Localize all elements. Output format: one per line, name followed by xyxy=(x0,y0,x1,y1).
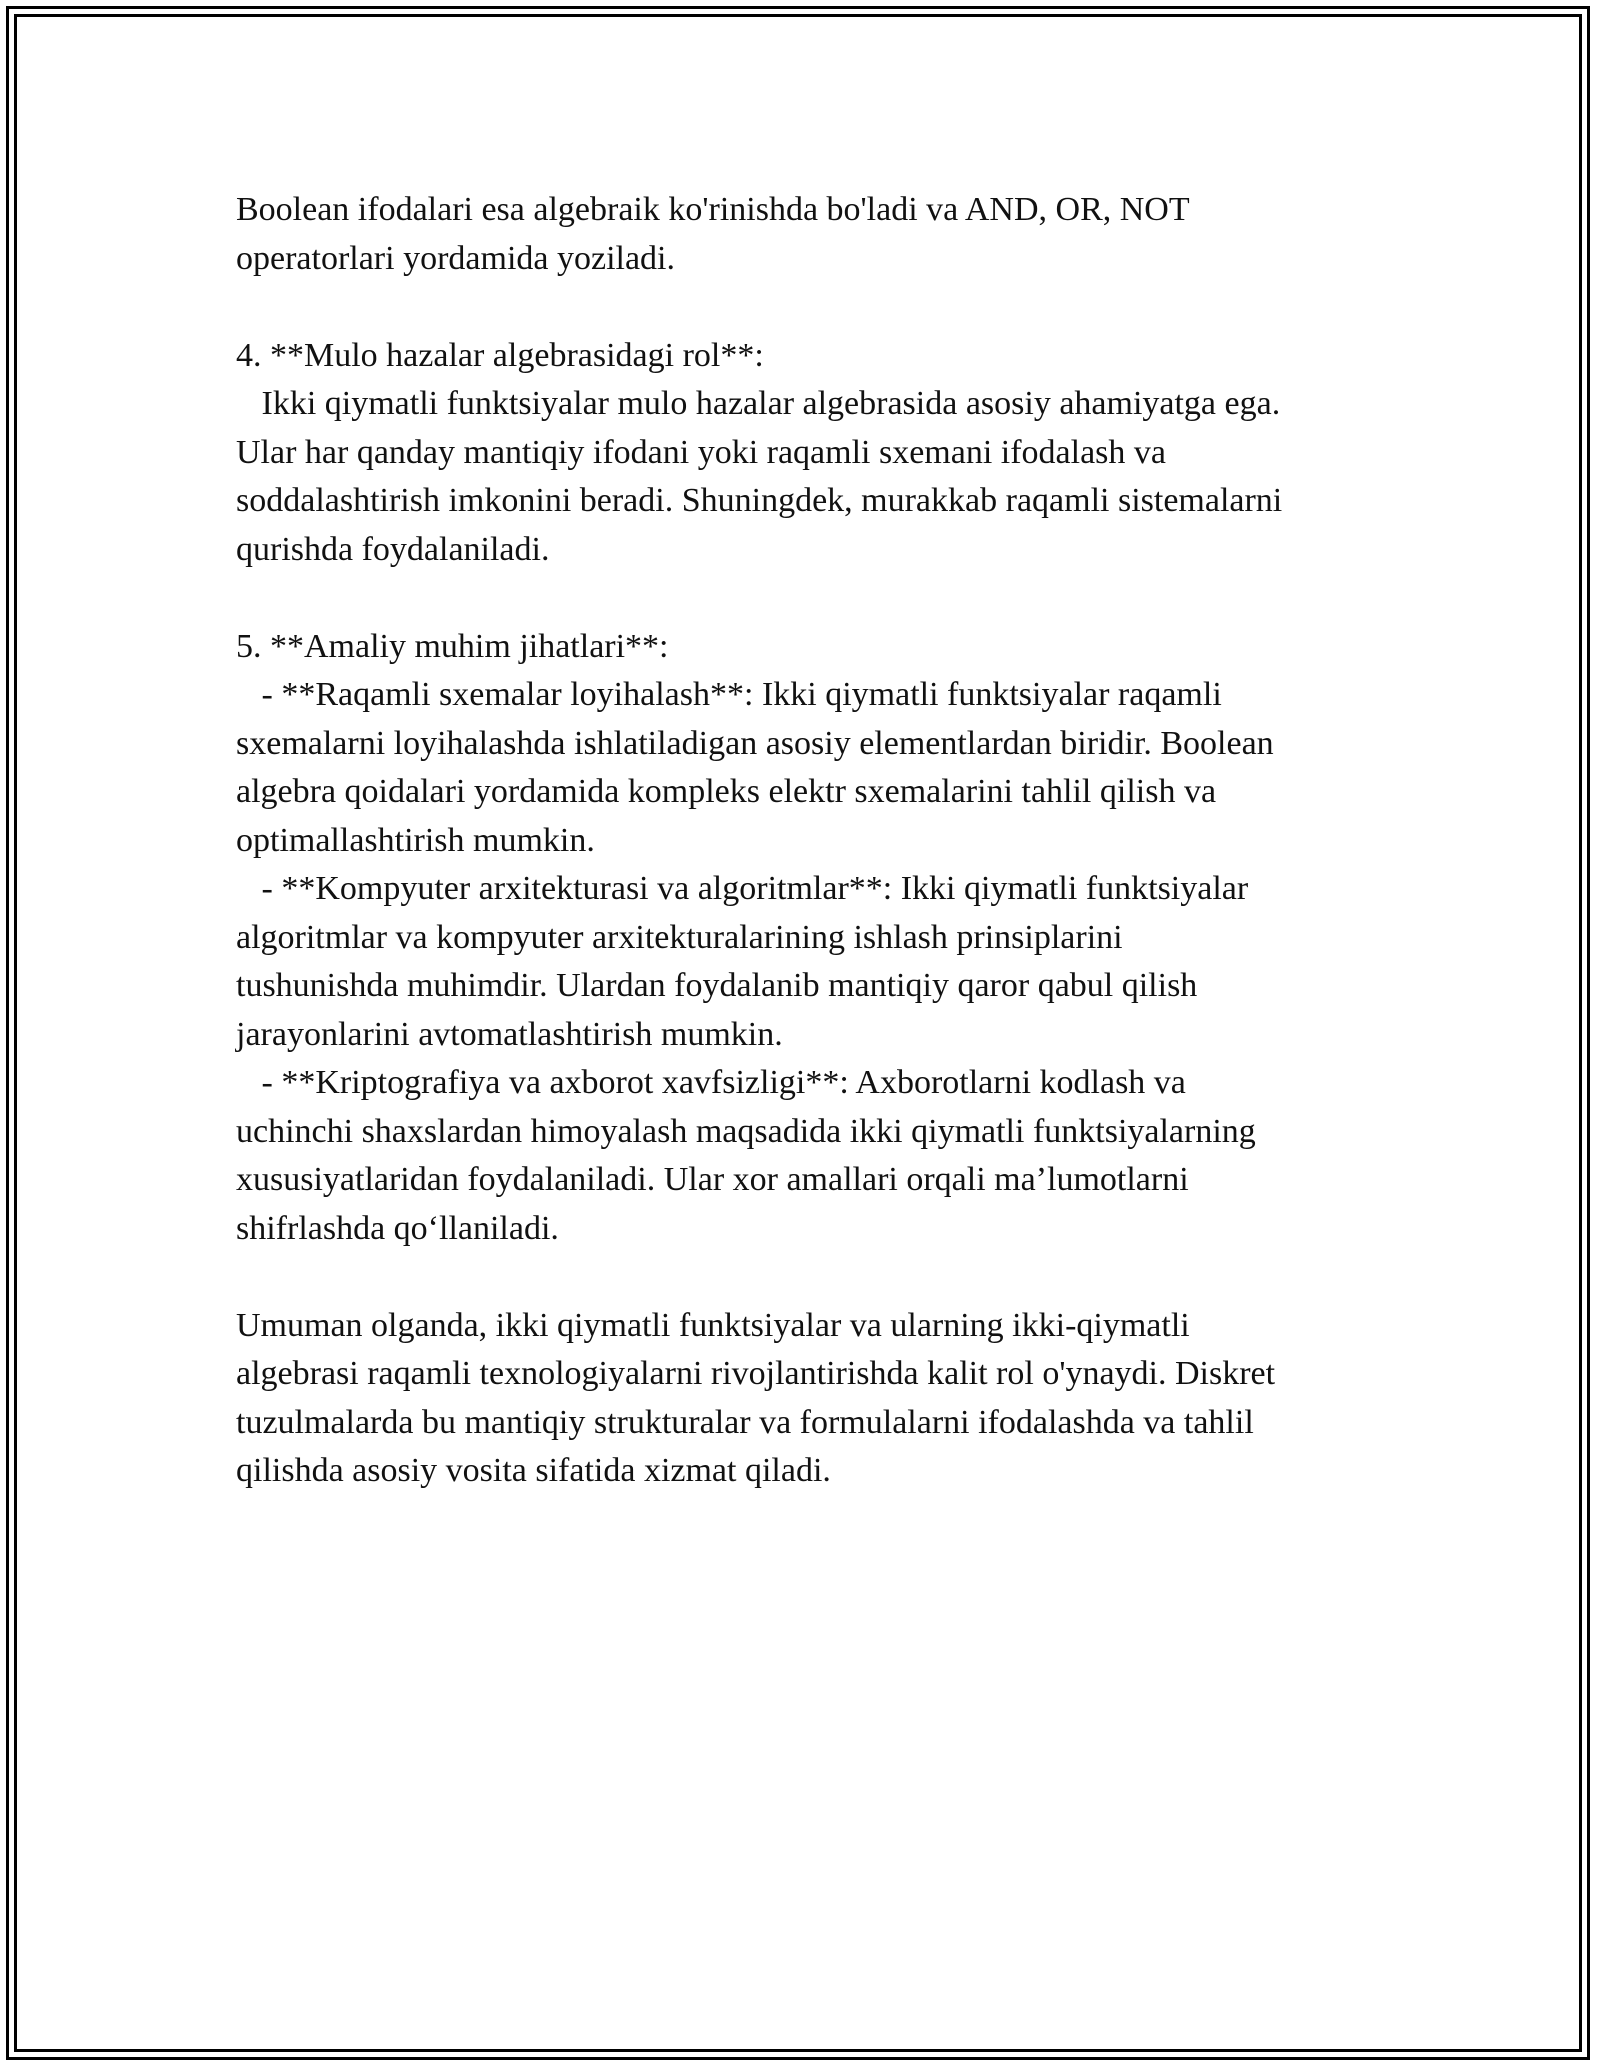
section-5 xyxy=(236,623,1396,1254)
text-line: algoritmlar va kompyuter arxitekturalarining ishlash prinsiplarini xyxy=(236,918,1123,956)
text-line: uchinchi shaxslardan himoyalash maqsadida ikki qiymatli funktsiyalarning xyxy=(236,1112,1256,1150)
text-line: soddalashtirish imkonini beradi. Shuningdek, murakkab raqamli sistemalarni xyxy=(236,482,1283,519)
text-line: qilishda asosiy vosita sifatida xizmat qiladi. xyxy=(236,1452,831,1489)
text-line: tuzulmalarda bu mantiqiy strukturalar va formulalarni ifodalashda va tahlil xyxy=(236,1403,1254,1441)
list-item-line: - **Kriptografiya va axborot xavfsizligi**: Axborotlarni kodlash va xyxy=(236,1064,1186,1101)
text-line: operatorlari yordamida yoziladi. xyxy=(236,239,675,277)
paragraph-gap xyxy=(236,283,1396,332)
text-line: optimallashtirish mumkin. xyxy=(236,821,595,859)
text-line: sxemalarni loyihalashda ishlatiladigan asosiy elementlardan biridir. Boolean xyxy=(236,724,1274,762)
paragraph-boolean xyxy=(236,186,1396,283)
document-body xyxy=(236,186,1396,1496)
text-line: shifrlashda qo‘llaniladi. xyxy=(236,1209,559,1247)
paragraph-conclusion xyxy=(236,1302,1396,1496)
text-line: tushunishda muhimdir. Ulardan foydalanib mantiqiy qaror qabul qilish xyxy=(236,967,1198,1004)
text-line: Ular har qanday mantiqiy ifodani yoki raqamli sxemani ifodalash va xyxy=(236,433,1167,471)
text-line: Ikki qiymatli funktsiyalar mulo hazalar algebrasida asosiy ahamiyatga ega. xyxy=(236,385,1281,422)
section-heading: 4. **Mulo hazalar algebrasidagi rol**: xyxy=(236,336,764,374)
text-line: algebrasi raqamli texnologiyalarni rivojlantirishda kalit rol o'ynaydi. Diskret xyxy=(236,1355,1276,1392)
section-heading: 5. **Amaliy muhim jihatlari**: xyxy=(236,627,669,665)
text-line: xususiyatlaridan foydalaniladi. Ular xor amallari orqali ma’lumotlarni xyxy=(236,1161,1189,1198)
text-line: algebra qoidalari yordamida kompleks elektr sxemalarini tahlil qilish va xyxy=(236,773,1217,810)
text-line: qurishda foydalaniladi. xyxy=(236,530,550,568)
list-item-line: - **Kompyuter arxitekturasi va algoritmlar**: Ikki qiymatli funktsiyalar xyxy=(236,870,1249,907)
text-line: Boolean ifodalari esa algebraik ko'rinishda bo'ladi va AND, OR, NOT xyxy=(236,191,1190,228)
text-line: jarayonlarini avtomatlashtirish mumkin. xyxy=(236,1015,783,1053)
text-line: Umuman olganda, ikki qiymatli funktsiyalar va ularning ikki-qiymatli xyxy=(236,1306,1190,1344)
paragraph-gap xyxy=(236,1253,1396,1302)
section-4 xyxy=(236,332,1396,575)
paragraph-gap xyxy=(236,574,1396,623)
list-item-line: - **Raqamli sxemalar loyihalash**: Ikki qiymatli funktsiyalar raqamli xyxy=(236,676,1222,713)
